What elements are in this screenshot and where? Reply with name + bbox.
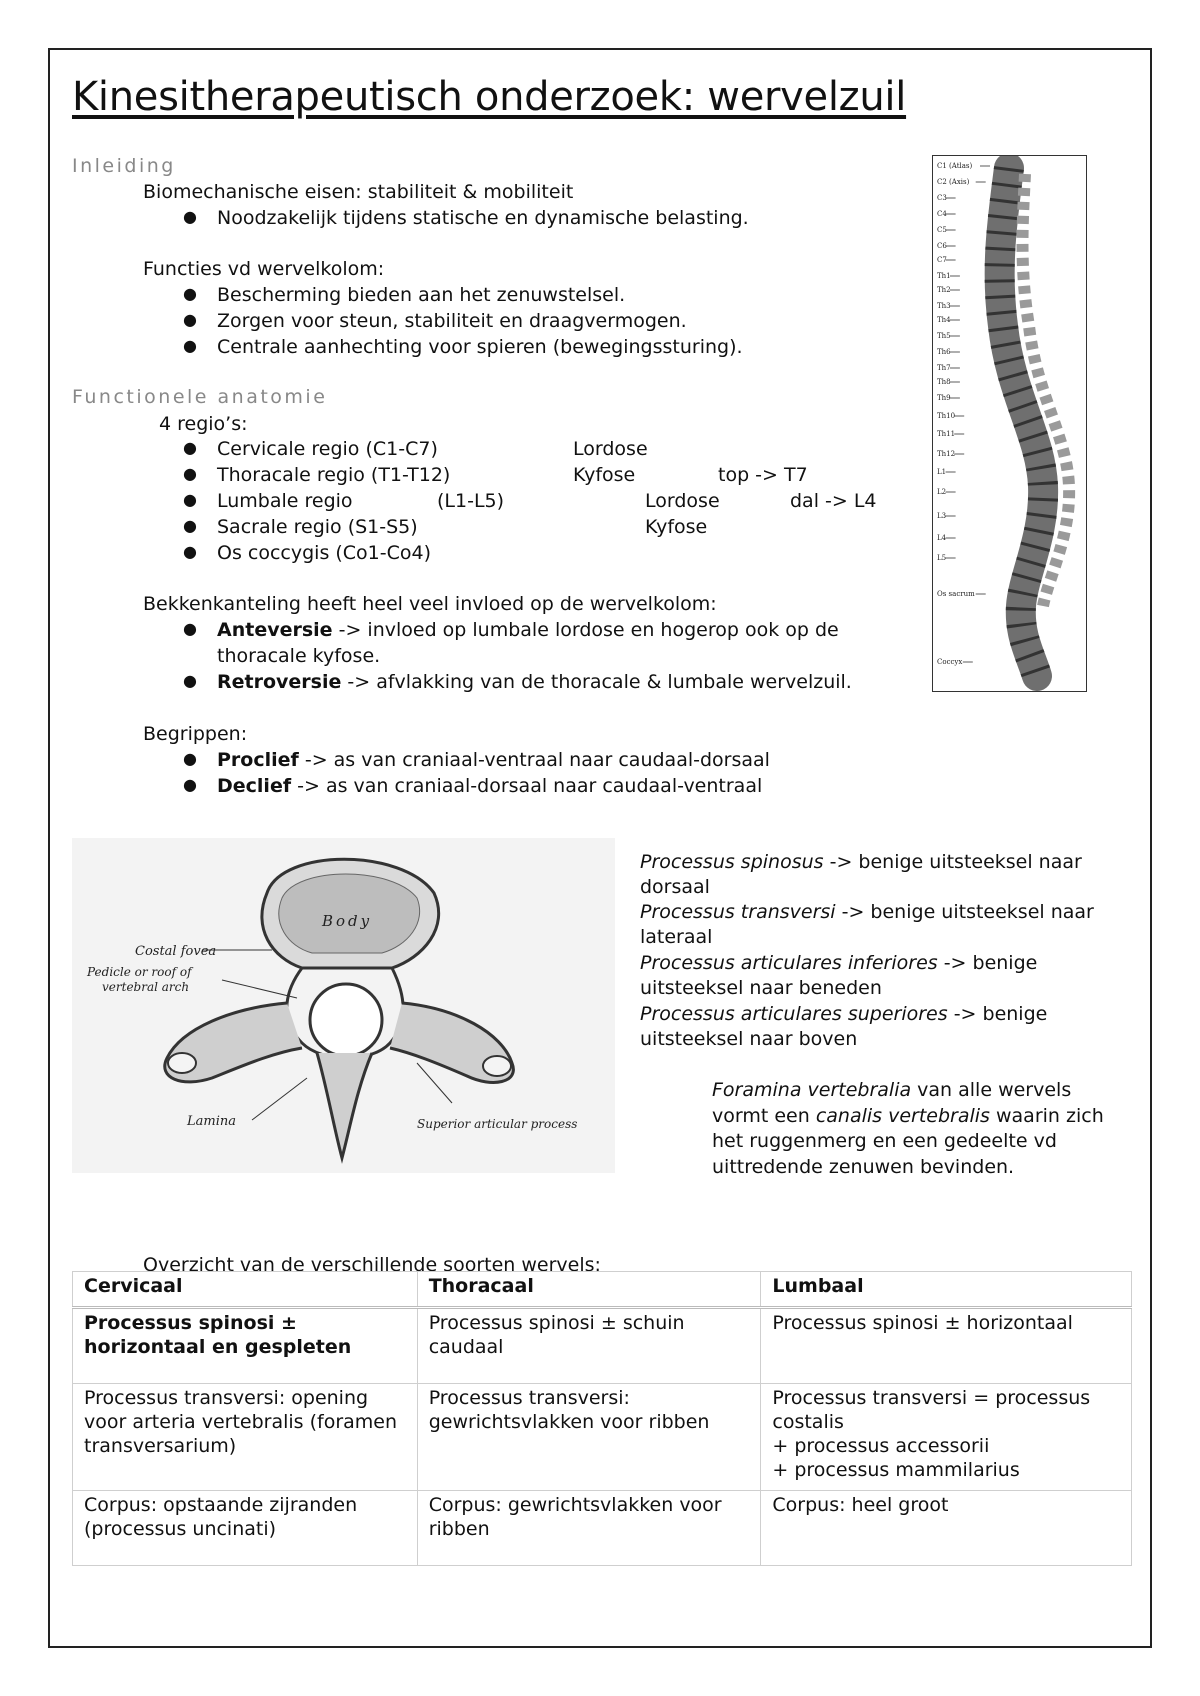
spine-label: Th10 — [937, 412, 956, 420]
cell-text: Processus spinosi ± horizontaal en gespleten — [84, 1312, 352, 1358]
table-cell — [761, 1384, 1132, 1491]
spine-label: C3 — [937, 194, 947, 202]
label-vertebral-arch: vertebral arch — [102, 980, 190, 994]
spine-figure — [932, 155, 1087, 692]
region-note: top -> T7 — [718, 464, 808, 486]
term-retroversie: Retroversie — [217, 671, 342, 693]
bullet-icon: ● — [183, 749, 197, 768]
spine-label: C6 — [937, 242, 947, 250]
list-item — [217, 670, 852, 695]
process-text: -> benige — [937, 952, 1038, 974]
regions-heading: 4 regio’s: — [159, 413, 248, 435]
term-foramina-vertebralia: Foramina vertebralia — [712, 1079, 912, 1101]
overview-heading: Overzicht van de verschillende soorten wervels: — [143, 1254, 601, 1276]
bullet-icon: ● — [183, 619, 197, 638]
bullet-icon: ● — [183, 464, 197, 483]
table-cell: Corpus: heel groot — [761, 1491, 1132, 1566]
foramina-line — [712, 1104, 1104, 1129]
spine-label: L4 — [937, 534, 947, 542]
list-item: Bescherming bieden aan het zenuwstelsel. — [217, 284, 626, 306]
region-curve: Kyfose — [573, 464, 636, 486]
spine-label: C2 (Axis) — [937, 178, 970, 186]
term-processus-articulares-superiores: Processus articulares superiores — [640, 1003, 948, 1025]
spine-label: Th5 — [937, 332, 951, 340]
bullet-icon: ● — [183, 671, 197, 690]
spine-label: L5 — [937, 554, 947, 562]
process-text-cont: dorsaal — [640, 876, 710, 898]
spine-label: C1 (Atlas) — [937, 162, 973, 170]
table-cell: Corpus: opstaande zijranden (processus uncinati) — [73, 1491, 418, 1566]
process-text-cont: uitsteeksel naar boven — [640, 1028, 858, 1050]
table-cell: Corpus: gewrichtsvlakken voor ribben — [417, 1491, 761, 1566]
bullet-icon: ● — [183, 207, 197, 226]
region-curve: Lordose — [645, 490, 720, 512]
spine-label: Th7 — [937, 364, 951, 372]
process-text-cont: lateraal — [640, 926, 713, 948]
list-item: Noodzakelijk tijdens statische en dynamische belasting. — [217, 207, 749, 229]
region-curve: Kyfose — [645, 516, 708, 538]
bullet-icon: ● — [183, 310, 197, 329]
spine-label: Th2 — [937, 286, 951, 294]
spine-label: Th9 — [937, 394, 951, 402]
concepts-heading: Begrippen: — [143, 723, 248, 745]
foramina-text: waarin zich — [989, 1105, 1104, 1127]
table-cell: Processus spinosi ± horizontaal — [761, 1308, 1132, 1384]
spine-illustration — [933, 156, 1086, 691]
spine-label: C4 — [937, 210, 947, 218]
spine-label: Coccyx — [937, 658, 963, 666]
region-note: dal -> L4 — [790, 490, 877, 512]
vertebra-figure — [72, 838, 615, 1173]
list-item — [217, 748, 770, 773]
spine-label: Th12 — [937, 450, 956, 458]
bullet-icon: ● — [183, 336, 197, 355]
label-lamina: Lamina — [187, 1114, 236, 1129]
term-declief: Declief — [217, 775, 292, 797]
foramina-line — [712, 1078, 1071, 1103]
bullet-icon: ● — [183, 284, 197, 303]
process-text-cont: uitsteeksel naar beneden — [640, 977, 882, 999]
process-articulares-superiores — [640, 1002, 1047, 1027]
term-processus-transversi: Processus transversi — [640, 901, 836, 923]
list-item — [217, 774, 762, 799]
cell-text: + processus mammilarius — [772, 1459, 1020, 1481]
column-header: Lumbaal — [761, 1272, 1132, 1308]
table-cell: Processus transversi: gewrichtsvlakken voor ribben — [417, 1384, 761, 1491]
term-canalis-vertebralis: canalis vertebralis — [815, 1105, 990, 1127]
list-item: Zorgen voor steun, stabiliteit en draagvermogen. — [217, 310, 687, 332]
label-pedicle: Pedicle or roof of — [87, 965, 192, 979]
spine-label: C5 — [937, 226, 947, 234]
process-articulares-inferiores — [640, 951, 1037, 976]
table-row — [73, 1308, 1132, 1384]
region-name: Thoracale regio (T1-T12) — [217, 464, 451, 486]
term-processus-articulares-inferiores: Processus articulares inferiores — [640, 952, 938, 974]
process-spinosus — [640, 850, 1082, 875]
spine-label: Th11 — [937, 430, 956, 438]
region-name: Os coccygis (Co1-Co4) — [217, 542, 432, 564]
table-cell: Processus spinosi ± schuin caudaal — [417, 1308, 761, 1384]
retroversie-text: -> afvlakking van de thoracale & lumbale wervelzuil. — [341, 671, 852, 693]
declief-text: -> as van craniaal-dorsaal naar caudaal-ventraal — [291, 775, 763, 797]
process-text: -> benige — [947, 1003, 1048, 1025]
biomechanics-line: Biomechanische eisen: stabiliteit & mobiliteit — [143, 181, 574, 203]
table-row — [73, 1491, 1132, 1566]
pelvic-tilt-heading: Bekkenkanteling heeft heel veel invloed op de wervelkolom: — [143, 593, 717, 615]
section-heading-inleiding: Inleiding — [72, 155, 176, 177]
table-row — [73, 1384, 1132, 1491]
list-item-continuation: thoracale kyfose. — [217, 645, 381, 667]
label-costal-fovea: Costal fovea — [135, 944, 217, 959]
spine-label: Th1 — [937, 272, 951, 280]
term-anteversie: Anteversie — [217, 619, 333, 641]
label-superior-articular: Superior articular process — [417, 1117, 578, 1131]
vertebra-overview-table — [72, 1271, 1132, 1566]
bullet-icon: ● — [183, 516, 197, 535]
region-curve: Lordose — [573, 438, 648, 460]
column-header: Thoracaal — [417, 1272, 761, 1308]
spine-label: Th6 — [937, 348, 951, 356]
table-cell — [73, 1308, 418, 1384]
spine-label: L1 — [937, 468, 947, 476]
spine-label: C7 — [937, 256, 947, 264]
region-range: (L1-L5) — [437, 490, 505, 512]
process-text: -> benige uitsteeksel naar — [823, 851, 1082, 873]
spine-label: Th4 — [937, 316, 951, 324]
table-cell: Processus transversi: opening voor arteria vertebralis (foramen transversarium) — [73, 1384, 418, 1491]
bullet-icon: ● — [183, 490, 197, 509]
spine-label: L3 — [937, 512, 947, 520]
region-name: Cervicale regio (C1-C7) — [217, 438, 438, 460]
bullet-icon: ● — [183, 438, 197, 457]
column-header: Cervicaal — [73, 1272, 418, 1308]
proclief-text: -> as van craniaal-ventraal naar caudaal-dorsaal — [298, 749, 770, 771]
bullet-icon: ● — [183, 775, 197, 794]
spine-label: Th3 — [937, 302, 951, 310]
cell-text: Processus transversi = processus costalis — [772, 1387, 1091, 1433]
term-processus-spinosus: Processus spinosus — [640, 851, 824, 873]
section-heading-anatomie: Functionele anatomie — [72, 386, 328, 408]
region-name: Sacrale regio (S1-S5) — [217, 516, 418, 538]
term-proclief: Proclief — [217, 749, 299, 771]
table-header-row — [73, 1272, 1132, 1308]
foramina-text: van alle wervels — [911, 1079, 1072, 1101]
page-title: Kinesitherapeutisch onderzoek: wervelzuil — [72, 74, 907, 120]
process-text: -> benige uitsteeksel naar — [835, 901, 1094, 923]
label-body: Body — [322, 912, 373, 930]
spine-label: Th8 — [937, 378, 951, 386]
list-item: Centrale aanhechting voor spieren (bewegingssturing). — [217, 336, 743, 358]
functions-heading: Functies vd wervelkolom: — [143, 258, 385, 280]
bullet-icon: ● — [183, 542, 197, 561]
foramina-text: vormt een — [712, 1105, 816, 1127]
vertebra-illustration — [72, 838, 615, 1173]
list-item — [217, 618, 839, 643]
anteversie-text: -> invloed op lumbale lordose en hogerop ook op de — [332, 619, 839, 641]
region-name: Lumbale regio — [217, 490, 353, 512]
spine-label: Os sacrum — [937, 590, 975, 598]
cell-text: + processus accessorii — [772, 1435, 990, 1457]
foramina-line: het ruggenmerg en een gedeelte vd — [712, 1130, 1057, 1152]
spine-label: L2 — [937, 488, 947, 496]
process-transversi — [640, 900, 1094, 925]
foramina-line: uittredende zenuwen bevinden. — [712, 1156, 1015, 1178]
